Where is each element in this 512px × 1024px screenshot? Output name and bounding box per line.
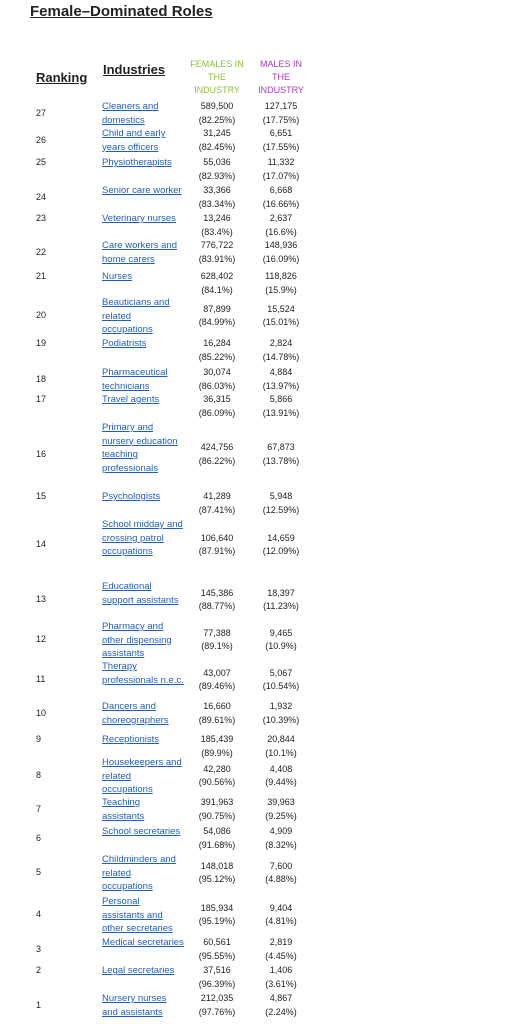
females-percent: (97.76%) xyxy=(198,1006,236,1017)
industry-link[interactable]: Medical secretaries xyxy=(102,937,184,948)
rank-cell: 1 xyxy=(36,999,42,1010)
females-count: 16,284 xyxy=(203,338,231,348)
industry-link[interactable]: Therapy professionals n.e.c. xyxy=(102,661,184,686)
industry-link[interactable]: Educational support assistants xyxy=(102,581,179,606)
females-cell xyxy=(186,270,248,297)
females-percent: (86.22%) xyxy=(198,455,236,466)
females-percent: (85.22%) xyxy=(198,351,236,362)
rank-cell: 21 xyxy=(36,270,47,281)
females-count: 185,934 xyxy=(200,902,234,913)
females-percent: (84.1%) xyxy=(201,284,233,295)
females-cell xyxy=(186,532,248,559)
females-count: 77,388 xyxy=(203,627,231,638)
males-cell xyxy=(252,184,310,211)
industry-link[interactable]: Legal secretaries xyxy=(102,965,175,976)
table-row xyxy=(0,100,512,127)
table-row xyxy=(0,127,512,154)
males-percent: (12.09%) xyxy=(262,546,300,557)
females-count: 30,074 xyxy=(203,367,231,377)
males-cell xyxy=(252,270,310,297)
males-cell xyxy=(252,366,310,393)
females-cell xyxy=(186,992,248,1019)
males-cell xyxy=(252,825,310,852)
males-count: 18,397 xyxy=(267,587,295,598)
females-count: 212,035 xyxy=(200,993,234,1003)
males-count: 4,867 xyxy=(269,993,293,1003)
males-count: 118,826 xyxy=(265,271,297,281)
females-count: 13,246 xyxy=(203,213,231,223)
females-count: 148,018 xyxy=(200,860,234,871)
females-cell xyxy=(186,100,248,127)
males-count: 1,932 xyxy=(269,701,293,711)
females-percent: (91.68%) xyxy=(198,839,236,850)
males-count: 4,909 xyxy=(269,826,293,836)
males-percent: (17.07%) xyxy=(262,170,300,181)
males-count: 39,963 xyxy=(267,797,295,807)
males-cell xyxy=(252,532,310,559)
industry-link[interactable]: Childminders and related occupations xyxy=(102,854,176,893)
industry-link[interactable]: Receptionists xyxy=(102,734,160,745)
males-percent: (4.81%) xyxy=(265,916,297,927)
rank-cell: 15 xyxy=(36,490,47,501)
males-percent: (16.66%) xyxy=(262,198,300,209)
industry-link[interactable]: Primary and nursery education teaching professionals xyxy=(102,422,178,474)
rank-cell: 14 xyxy=(36,539,47,550)
males-cell xyxy=(252,127,310,154)
rank-cell: 22 xyxy=(36,246,47,257)
males-count: 2,819 xyxy=(269,937,293,947)
industry-link[interactable]: Nurses xyxy=(102,271,133,282)
females-count: 106,640 xyxy=(200,532,234,543)
males-percent: (10.1%) xyxy=(265,747,297,758)
males-cell xyxy=(252,239,310,266)
males-cell xyxy=(252,964,310,991)
females-cell xyxy=(186,964,248,991)
table-row xyxy=(0,936,512,963)
table-row xyxy=(0,393,512,420)
males-count: 9,465 xyxy=(269,627,293,638)
females-cell xyxy=(186,303,248,330)
table-row xyxy=(0,366,512,393)
rank-cell: 16 xyxy=(36,449,47,459)
males-count: 6,668 xyxy=(269,185,293,195)
males-percent: (2.24%) xyxy=(265,1006,297,1017)
rank-cell: 9 xyxy=(36,733,42,744)
males-count: 67,873 xyxy=(267,442,295,453)
females-percent: (83.34%) xyxy=(198,198,236,209)
rank-cell: 7 xyxy=(36,803,42,814)
females-count: 43,007 xyxy=(203,667,231,678)
females-cell xyxy=(186,587,248,614)
females-cell xyxy=(186,490,248,517)
females-percent: (95.12%) xyxy=(198,874,236,885)
ranking-header: Ranking xyxy=(36,70,88,85)
males-count: 5,866 xyxy=(269,394,293,404)
females-count: 55,036 xyxy=(203,157,231,167)
table-row xyxy=(0,660,512,701)
rank-cell: 19 xyxy=(36,337,47,348)
females-count: 391,963 xyxy=(200,797,234,807)
females-count: 60,561 xyxy=(203,937,231,947)
industry-link[interactable]: Pharmacy and other dispensing assistants xyxy=(102,621,172,660)
table-row xyxy=(0,421,512,489)
females-count: 145,386 xyxy=(200,587,234,598)
females-count: 37,516 xyxy=(203,965,231,975)
females-cell xyxy=(186,127,248,154)
industry-link[interactable]: Nursery nurses and assistants xyxy=(102,993,167,1018)
males-percent: (8.32%) xyxy=(265,839,297,850)
males-percent: (4.88%) xyxy=(265,874,297,885)
males-percent: (10.54%) xyxy=(262,681,300,692)
males-cell xyxy=(252,441,310,468)
rank-cell: 24 xyxy=(36,191,47,202)
females-cell xyxy=(186,441,248,468)
table-row xyxy=(0,580,512,621)
industry-link[interactable]: Child and early years officers xyxy=(102,128,166,153)
males-percent: (15.9%) xyxy=(265,284,297,295)
females-percent: (86.09%) xyxy=(198,407,236,418)
rank-cell: 25 xyxy=(36,156,47,167)
females-percent: (88.77%) xyxy=(198,601,236,612)
females-percent: (82.93%) xyxy=(198,170,236,181)
females-header: FEMALES IN THE INDUSTRY xyxy=(190,59,244,95)
industry-link[interactable]: Personal assistants and other secretaries xyxy=(102,896,173,935)
rank-cell: 20 xyxy=(36,310,47,321)
table-row xyxy=(0,270,512,297)
males-cell xyxy=(252,860,310,887)
males-count: 4,884 xyxy=(269,367,293,377)
females-percent: (89.61%) xyxy=(198,714,236,725)
males-cell xyxy=(252,587,310,614)
males-count: 6,651 xyxy=(269,128,293,138)
table-row xyxy=(0,518,512,572)
males-cell xyxy=(252,902,310,929)
males-count: 5,067 xyxy=(269,667,293,678)
females-count: 33,366 xyxy=(203,185,231,195)
females-cell xyxy=(186,366,248,393)
rank-cell: 10 xyxy=(36,707,47,718)
females-cell xyxy=(186,156,248,183)
females-cell xyxy=(186,902,248,929)
females-percent: (82.25%) xyxy=(198,114,236,125)
industry-link[interactable]: Travel agents xyxy=(102,394,160,405)
rank-cell: 11 xyxy=(36,674,46,685)
males-cell xyxy=(252,100,310,127)
rank-cell: 12 xyxy=(36,634,47,645)
females-count: 54,086 xyxy=(203,826,231,836)
females-cell xyxy=(186,393,248,420)
females-percent: (89.1%) xyxy=(201,641,233,652)
rank-cell: 8 xyxy=(36,770,42,781)
rank-cell: 17 xyxy=(36,393,47,404)
table-row xyxy=(0,756,512,797)
table-row xyxy=(0,853,512,894)
industry-link[interactable]: School secretaries xyxy=(102,826,181,837)
females-count: 16,660 xyxy=(203,701,231,711)
industry-link[interactable]: Psychologists xyxy=(102,491,161,502)
rank-cell: 18 xyxy=(36,373,47,384)
rank-cell: 26 xyxy=(36,134,47,145)
industry-link[interactable]: Physiotherapists xyxy=(102,157,172,168)
males-count: 20,844 xyxy=(267,734,295,744)
males-percent: (3.61%) xyxy=(265,978,297,989)
table-row xyxy=(0,796,512,823)
industry-link[interactable]: Senior care worker xyxy=(102,185,182,196)
males-cell xyxy=(252,992,310,1019)
rank-cell: 23 xyxy=(36,212,47,223)
females-count: 424,756 xyxy=(200,442,234,453)
females-percent: (95.55%) xyxy=(198,950,236,961)
males-cell xyxy=(252,303,310,330)
males-count: 9,404 xyxy=(269,902,293,913)
rank-cell: 5 xyxy=(36,867,42,878)
females-count: 36,315 xyxy=(203,394,231,404)
males-percent: (12.59%) xyxy=(262,504,300,515)
males-count: 148,936 xyxy=(264,240,298,250)
males-cell xyxy=(252,212,310,239)
table-row xyxy=(0,156,512,183)
females-count: 41,289 xyxy=(203,491,231,501)
females-cell xyxy=(186,796,248,823)
females-percent: (82.45%) xyxy=(198,141,236,152)
males-percent: (17.55%) xyxy=(262,141,300,152)
industry-link[interactable]: Dancers and choreographers xyxy=(102,701,169,726)
rank-cell: 4 xyxy=(36,909,42,920)
table-row xyxy=(0,895,512,936)
females-cell xyxy=(186,936,248,963)
males-percent: (15.01%) xyxy=(262,317,300,328)
males-percent: (16.6%) xyxy=(265,226,297,237)
page-title: Female–Dominated Roles xyxy=(30,3,213,20)
industry-link[interactable]: Teaching assistants xyxy=(102,797,145,822)
table-row xyxy=(0,490,512,517)
females-percent: (90.56%) xyxy=(198,777,236,788)
males-percent: (13.97%) xyxy=(262,380,300,391)
males-count: 14,659 xyxy=(267,532,295,543)
females-cell xyxy=(186,763,248,790)
males-percent: (13.91%) xyxy=(262,407,300,418)
table-row xyxy=(0,296,512,337)
females-percent: (86.03%) xyxy=(198,380,236,391)
industry-link[interactable]: Cleaners and domestics xyxy=(102,101,159,126)
table-row xyxy=(0,964,512,991)
females-percent: (87.91%) xyxy=(198,546,236,557)
industry-link[interactable]: School midday and crossing patrol occupations xyxy=(102,519,183,558)
industry-link[interactable]: Care workers and home carers xyxy=(102,240,177,265)
females-percent: (83.4%) xyxy=(201,226,233,237)
females-cell xyxy=(186,212,248,239)
table-row xyxy=(0,337,512,364)
males-cell xyxy=(252,490,310,517)
table-row xyxy=(0,239,512,266)
females-count: 628,402 xyxy=(200,271,234,281)
females-cell xyxy=(186,667,248,694)
rank-cell: 6 xyxy=(36,832,42,843)
females-count: 185,439 xyxy=(200,734,234,744)
industry-link[interactable]: Pharmaceutical technicians xyxy=(102,367,168,392)
industry-link[interactable]: Beauticians and related occupations xyxy=(102,297,170,336)
females-cell xyxy=(186,860,248,887)
males-count: 5,948 xyxy=(269,491,293,501)
females-count: 776,722 xyxy=(200,240,234,250)
table-row xyxy=(0,992,512,1019)
males-cell xyxy=(252,156,310,183)
rank-cell: 27 xyxy=(36,107,47,118)
industry-link[interactable]: Podiatrists xyxy=(102,338,147,349)
males-count: 15,524 xyxy=(267,303,295,314)
table-row xyxy=(0,620,512,661)
females-percent: (84.99%) xyxy=(198,317,236,328)
males-count: 11,332 xyxy=(267,157,295,167)
males-percent: (4.45%) xyxy=(265,950,297,961)
females-percent: (87.41%) xyxy=(198,504,236,515)
rank-cell: 2 xyxy=(36,964,42,975)
males-cell xyxy=(252,936,310,963)
males-cell xyxy=(252,393,310,420)
females-count: 31,245 xyxy=(203,128,231,138)
table-row xyxy=(0,700,512,727)
females-cell xyxy=(186,700,248,727)
females-cell xyxy=(186,825,248,852)
females-percent: (96.39%) xyxy=(198,978,236,989)
females-cell xyxy=(186,337,248,364)
females-cell xyxy=(186,184,248,211)
females-count: 589,500 xyxy=(200,101,234,111)
males-percent: (13.78%) xyxy=(262,455,300,466)
females-count: 87,899 xyxy=(203,303,231,314)
males-cell xyxy=(252,337,310,364)
table-row xyxy=(0,212,512,239)
industries-header: Industries xyxy=(103,62,166,77)
females-cell xyxy=(186,627,248,654)
table-row xyxy=(0,184,512,211)
females-percent: (89.9%) xyxy=(201,747,233,758)
males-percent: (10.9%) xyxy=(265,641,297,652)
females-cell xyxy=(186,239,248,266)
rank-cell: 13 xyxy=(36,594,47,605)
males-cell xyxy=(252,763,310,790)
females-percent: (95.19%) xyxy=(198,916,236,927)
males-percent: (17.75%) xyxy=(262,114,300,125)
males-cell xyxy=(252,667,310,694)
males-count: 7,600 xyxy=(269,860,293,871)
females-count: 42,280 xyxy=(203,763,231,774)
males-cell xyxy=(252,796,310,823)
males-cell xyxy=(252,627,310,654)
males-count: 4,408 xyxy=(269,763,293,774)
females-percent: (90.75%) xyxy=(198,810,236,821)
males-cell xyxy=(252,700,310,727)
females-percent: (89.46%) xyxy=(198,681,236,692)
males-count: 1,406 xyxy=(269,965,293,975)
males-percent: (16.09%) xyxy=(262,253,300,264)
females-percent: (83.91%) xyxy=(198,253,236,264)
industry-link[interactable]: Housekeepers and related occupations xyxy=(102,757,182,796)
rank-cell: 3 xyxy=(36,943,42,954)
males-percent: (9.44%) xyxy=(265,777,297,788)
males-percent: (11.23%) xyxy=(263,601,299,612)
industry-link[interactable]: Veterinary nurses xyxy=(102,213,176,224)
males-count: 2,637 xyxy=(269,213,293,223)
males-percent: (10.39%) xyxy=(262,714,300,725)
males-count: 127,175 xyxy=(264,101,298,111)
table-row xyxy=(0,825,512,852)
males-count: 2,824 xyxy=(269,338,293,348)
males-percent: (14.78%) xyxy=(262,351,300,362)
males-header: MALES IN THE INDUSTRY xyxy=(258,59,304,95)
males-percent: (9.25%) xyxy=(265,810,297,821)
